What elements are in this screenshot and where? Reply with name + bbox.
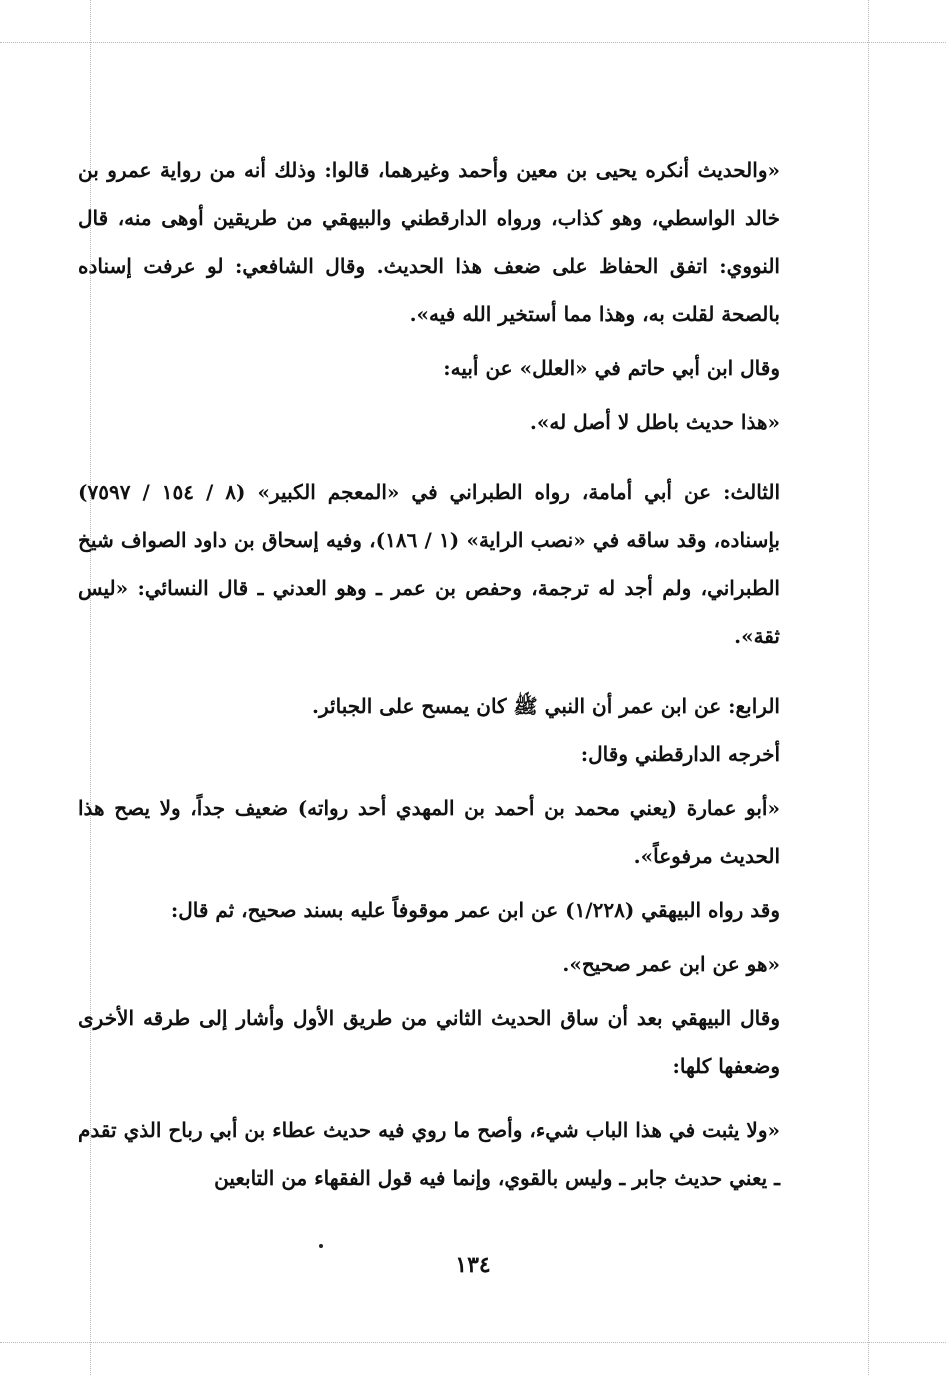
page-body xyxy=(78,146,818,1202)
page-number: ١٣٤ xyxy=(455,1252,491,1278)
paragraph-third-abu-umama: الثالث: عن أبي أمامة، رواه الطبراني في «المعجم الكبير» (٨ / ١٥٤ / ٧٥٩٧) بإسناده، وقد ساقه في «نصب الراية» (١ / ١٨٦)، وفيه إسحاق بن داود الصواف شيخ الطبراني، ولم أجد له ترجمة، وحفص بن عمر ـ وهو العدني ـ قال النسائي: «ليس ثقة». xyxy=(78,480,780,648)
paragraph-la-yathbut-quote: «ولا يثبت في هذا الباب شيء، وأصح ما روي فيه حديث عطاء بن أبي رباح الذي تقدم ـ يعني حديث جابر ـ وليس بالقوي، وإنما فيه قول الفقهاء من التابعين xyxy=(78,1118,780,1190)
ink-dot xyxy=(319,1244,323,1248)
paragraph-abu-umara-quote: «أبو عمارة (يعني محمد بن أحمد بن المهدي أحد رواته) ضعيف جداً، ولا يصح هذا الحديث مرفوعاً». xyxy=(78,796,780,868)
paragraph-ibn-abi-hatim: وقال ابن أبي حاتم في «العلل» عن أبيه: xyxy=(443,356,780,380)
paragraph-bayhaqi-summary: وقال البيهقي بعد أن ساق الحديث الثاني من طريق الأول وأشار إلى طرقه الأخرى وضعفها كلها: xyxy=(78,1006,780,1078)
scan-border-bottom xyxy=(0,1342,946,1343)
scan-border-top xyxy=(0,42,946,43)
paragraph-sahih-quote: «هو عن ابن عمر صحيح». xyxy=(562,952,780,976)
paragraph-quote-yahya-ibn-maeen: «والحديث أنكره يحيى بن معين وأحمد وغيرهما، قالوا: وذلك أنه من رواية عمرو بن خالد الواسطي، وهو كذاب، ورواه الدارقطني والبيهقي من طريقين أوهى منه، قال النووي: اتفق الحفاظ على ضعف هذا الحديث. وقال الشافعي: لو عرفت إسناده بالصحة لقلت به، وهذا مما أستخير الله فيه». xyxy=(78,158,780,326)
paragraph-bayhaqi-mawquf: وقد رواه البيهقي (١/٢٢٨) عن ابن عمر موقوفاً عليه بسند صحيح، ثم قال: xyxy=(170,898,780,922)
paragraph-daraqutni: أخرجه الدارقطني وقال: xyxy=(580,742,780,766)
paragraph-batil-quote: «هذا حديث باطل لا أصل له». xyxy=(529,410,780,434)
scan-border-right xyxy=(868,0,869,1375)
paragraph-fourth-ibn-umar: الرابع: عن ابن عمر أن النبي ﷺ كان يمسح على الجبائر. xyxy=(312,694,780,718)
